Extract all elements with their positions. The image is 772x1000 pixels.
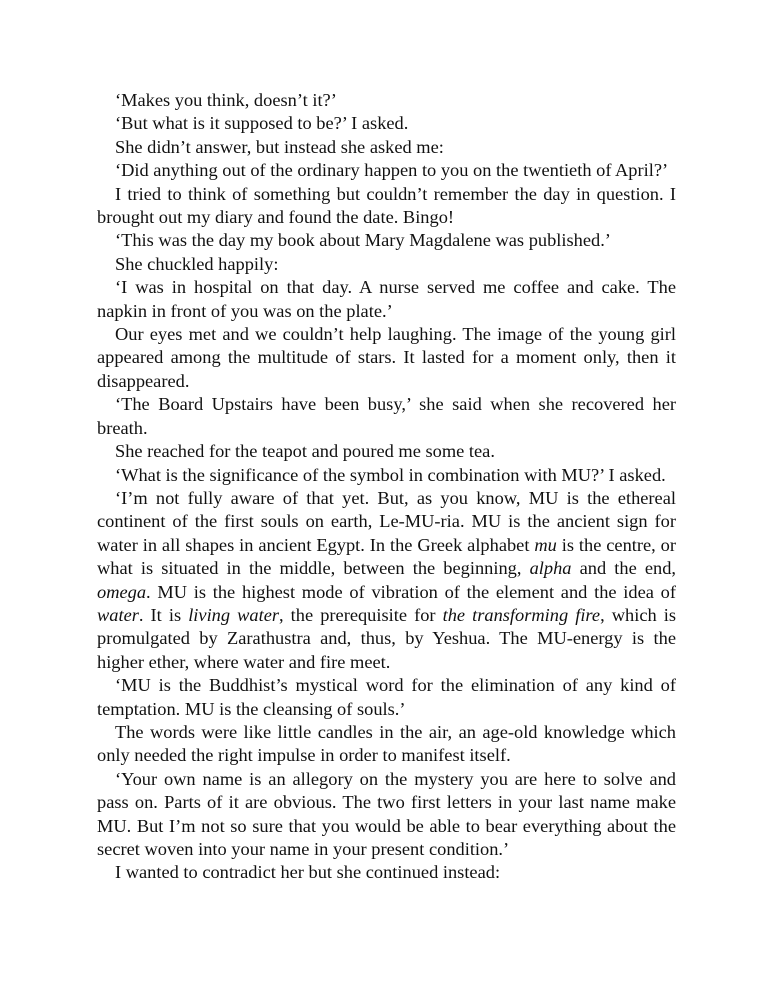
paragraph: ‘But what is it supposed to be?’ I asked. — [115, 113, 409, 134]
italic-text: alpha — [529, 558, 572, 579]
paragraph: She reached for the teapot and poured me some tea. — [115, 441, 495, 462]
italic-text: water — [97, 604, 139, 625]
paragraph: ‘The Board Upstairs have been busy,’ she said when she recovered her breath. — [97, 394, 676, 438]
paragraph: She chuckled happily: — [115, 253, 279, 274]
italic-text: living water — [188, 604, 280, 625]
paragraph: I wanted to contradict her but she continued instead: — [115, 862, 501, 883]
italic-text: mu — [534, 534, 557, 555]
paragraph: ‘Did anything out of the ordinary happen to you on the twentieth of April?’ — [115, 160, 669, 181]
italic-text: omega — [97, 581, 147, 602]
paragraph: I tried to think of something but couldn’t remember the day in question. I brought out my diary and found the date. Bingo! — [97, 183, 676, 228]
paragraph: She didn’t answer, but instead she asked me: — [115, 136, 444, 157]
paragraph: Our eyes met and we couldn’t help laughing. The image of the young girl appeared among the multitude of stars. It lasted for a moment only, then it disappeared. — [97, 324, 676, 391]
paragraph: ‘I’m not fully aware of that yet. But, as you know, MU is the ethereal continent of the first souls on earth, Le-MU-ria. MU is the ancient sign for water in all shapes in ancient Egypt. In the Greek alphabet mu is the centre, or what is situated in the middle, between the beginning, alpha and the end, omega. MU is the highest mode of vibration of the element and the idea of water. It is living water, the prerequisite for the transforming fire, which is promulgated by Zarathustra and, thus, by Yeshua. The MU-energy is the higher ether, where water and fire meet. — [97, 487, 676, 672]
paragraph: ‘MU is the Buddhist’s mystical word for the elimination of any kind of temptation. MU is the cleansing of souls.’ — [97, 675, 676, 719]
paragraph: ‘What is the significance of the symbol in combination with MU?’ I asked. — [115, 464, 666, 485]
paragraph: ‘This was the day my book about Mary Magdalene was published.’ — [115, 230, 611, 251]
paragraph: ‘Makes you think, doesn’t it?’ — [115, 90, 337, 110]
paragraph: The words were like little candles in the air, an age-old knowledge which only needed the right impulse in order to manifest itself. — [97, 721, 676, 766]
paragraph: ‘Your own name is an allegory on the mystery you are here to solve and pass on. Parts of it are obvious. The two first letters in your last name make MU. But I’m not so sure that you would be able to bear everything about the secret woven into your name in your present condition.’ — [97, 768, 676, 859]
italic-text: the transforming fire — [442, 604, 601, 625]
paragraph: ‘I was in hospital on that day. A nurse served me coffee and cake. The napkin in front of you was on the plate.’ — [97, 277, 676, 321]
